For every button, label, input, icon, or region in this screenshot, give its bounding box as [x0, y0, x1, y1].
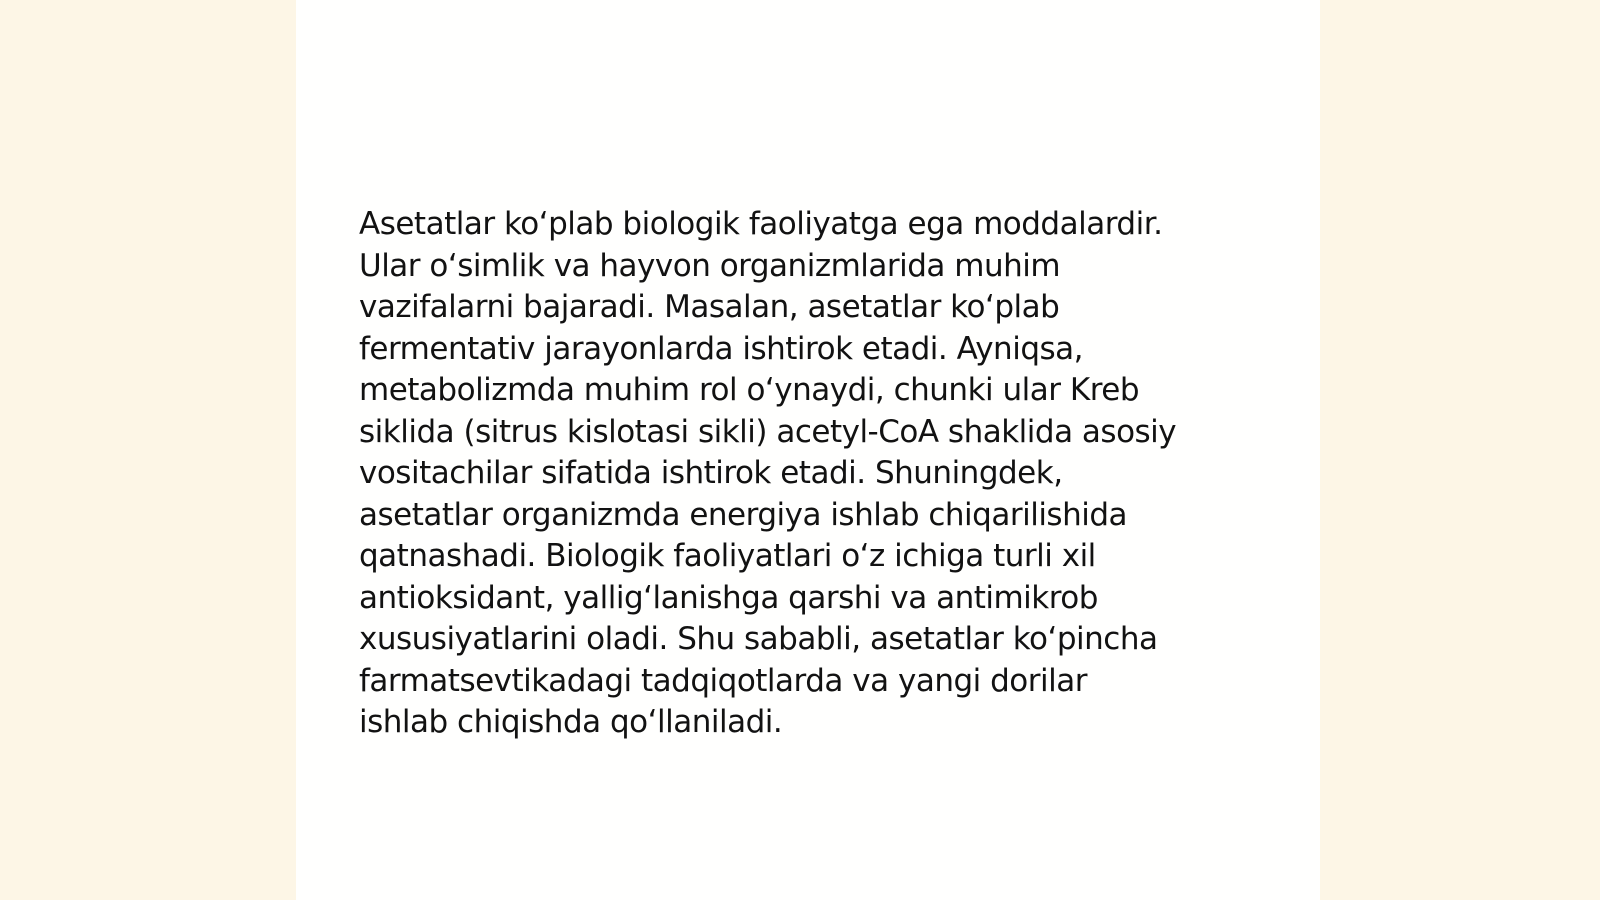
paragraph-line: asetatlar organizmda energiya ishlab chiqarilishida — [359, 496, 1128, 533]
paragraph-line: fermentativ jarayonlarda ishtirok etadi. Ayniqsa, — [359, 330, 1083, 367]
paragraph-line: Asetatlar ko‘plab biologik faoliyatga ega moddalardir. — [359, 206, 1163, 242]
paragraph-line: qatnashadi. Biologik faoliyatlari o‘z ichiga turli xil — [359, 538, 1096, 574]
paragraph-line: farmatsevtikadagi tadqiqotlarda va yangi dorilar — [359, 662, 1087, 699]
paragraph-line: Ular o‘simlik va hayvon organizmlarida muhim — [359, 247, 1061, 284]
paragraph-line: xususiyatlarini oladi. Shu sababli, asetatlar ko‘pincha — [359, 621, 1158, 657]
paragraph-line: metabolizmda muhim rol o‘ynaydi, chunki ular Kreb — [359, 372, 1140, 408]
paragraph-line: antioksidant, yallig‘lanishga qarshi va antimikrob — [359, 579, 1098, 616]
paragraph-line: vazifalarni bajaradi. Masalan, asetatlar ko‘plab — [359, 289, 1060, 325]
body-paragraph — [359, 204, 1239, 744]
document-page — [296, 0, 1320, 900]
paragraph-line: vositachilar sifatida ishtirok etadi. Shuningdek, — [359, 455, 1063, 491]
paragraph-line: siklida (sitrus kislotasi sikli) acetyl-CoA shaklida asosiy — [359, 413, 1177, 450]
paragraph-line: ishlab chiqishda qo‘llaniladi. — [359, 704, 783, 740]
